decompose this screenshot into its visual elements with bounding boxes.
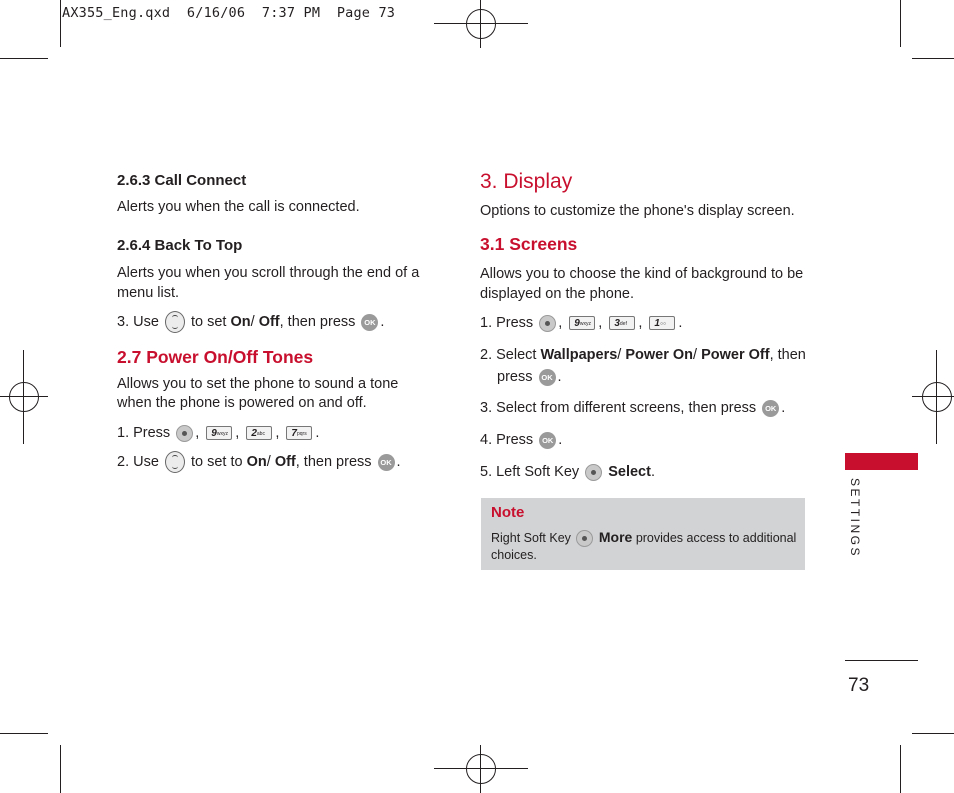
ok-key-icon: OK <box>539 432 556 449</box>
step-end: . <box>380 313 385 330</box>
ok-key-icon: OK <box>361 314 378 331</box>
option-wallpapers: Wallpapers <box>540 347 618 363</box>
option-off: Off <box>258 313 280 330</box>
page-number: 73 <box>848 675 870 696</box>
step-press: press <box>497 369 533 385</box>
comma: , <box>558 315 563 331</box>
crop-mark <box>60 745 61 793</box>
step-suffix: , then <box>769 347 806 363</box>
crop-mark <box>60 0 61 47</box>
section-3-1-body: Allows you to choose the kind of background to be displayed on the phone. <box>480 266 804 302</box>
menu-key-icon <box>176 425 193 442</box>
registration-line <box>936 350 937 444</box>
comma: , <box>275 425 280 441</box>
key-num: 9 <box>574 318 580 330</box>
registration-mark <box>922 382 952 412</box>
option-select: Select <box>608 464 651 480</box>
left-soft-key-icon <box>585 464 602 481</box>
crop-mark <box>900 745 901 793</box>
key-letters: wxyz <box>216 431 228 438</box>
section-2-7-step2 <box>117 451 401 473</box>
key-letters: pqrs <box>296 431 307 438</box>
key-3-icon <box>609 316 635 330</box>
step-suffix: , then press <box>295 453 372 470</box>
crop-mark <box>0 58 48 59</box>
registration-mark <box>9 382 39 412</box>
option-power-off: Power Off <box>701 347 770 363</box>
key-7-icon <box>286 426 312 440</box>
step-end: . <box>557 369 562 385</box>
key-letters: abc <box>256 431 265 438</box>
key-9-icon <box>206 426 232 440</box>
step-end: . <box>315 425 320 441</box>
screens-step5 <box>480 462 655 482</box>
screens-step4 <box>480 430 562 450</box>
ok-key-icon: OK <box>378 454 395 471</box>
screens-step3 <box>480 398 785 418</box>
registration-line <box>434 23 528 24</box>
screens-step1 <box>480 313 682 333</box>
step-end: . <box>650 464 655 480</box>
navigation-key-icon <box>165 451 185 473</box>
right-soft-key-icon <box>576 530 593 547</box>
key-9-icon <box>569 316 595 330</box>
note-suffix: provides access to additional <box>635 531 797 545</box>
ok-key-icon: OK <box>539 369 556 386</box>
crop-mark <box>900 0 901 47</box>
section-3-body: Options to customize the phone's display screen. <box>480 203 795 219</box>
step-end: . <box>678 315 683 331</box>
step-text: 3. Select from different screens, then press <box>480 400 757 416</box>
key-letters: def <box>619 321 627 328</box>
step-prefix: 1. Press <box>117 425 171 441</box>
option-off: Off <box>274 453 296 470</box>
sidebar-label: SETTINGS <box>848 478 862 559</box>
comma: , <box>638 315 643 331</box>
option-more: More <box>598 529 633 545</box>
section-2-7-title: 2.7 Power On/Off Tones <box>117 347 314 367</box>
option-on: On <box>246 453 267 470</box>
section-2-6-4-body: Alerts you when you scroll through the end of a menu list. <box>117 265 420 301</box>
crop-mark <box>0 733 48 734</box>
registration-mark <box>466 9 496 39</box>
screens-step2-cont <box>497 367 562 387</box>
key-num: 2 <box>251 428 257 440</box>
section-2-6-4-step <box>117 311 384 333</box>
note-title: Note <box>491 504 525 521</box>
section-2-7-body: Allows you to set the phone to sound a tone when the phone is powered on and off. <box>117 376 399 411</box>
step-prefix: 2. Select <box>480 347 537 363</box>
slash: / <box>266 453 275 470</box>
key-num: 1 <box>654 318 660 330</box>
registration-line <box>480 745 481 793</box>
section-2-7-step1 <box>117 423 319 443</box>
step-mid: to set <box>190 313 227 330</box>
key-num: 7 <box>291 428 297 440</box>
step-prefix: 1. Press <box>480 315 534 331</box>
ok-key-icon: OK <box>762 400 779 417</box>
key-num: 3 <box>614 318 620 330</box>
step-mid: to set to <box>190 453 243 470</box>
section-2-6-4-title: 2.6.4 Back To Top <box>117 237 243 254</box>
registration-line <box>0 396 48 397</box>
key-letters: wxyz <box>579 321 591 328</box>
section-2-6-3-title: 2.6.3 Call Connect <box>117 172 247 189</box>
navigation-key-icon <box>165 311 185 333</box>
voicemail-icon: ○○ <box>659 321 667 328</box>
step-prefix: 5. Left Soft Key <box>480 464 580 480</box>
section-2-6-3-body: Alerts you when the call is connected. <box>117 199 360 215</box>
step-end: . <box>396 453 401 470</box>
section-3-1-title: 3.1 Screens <box>480 234 578 254</box>
key-1-icon <box>649 316 675 330</box>
comma: , <box>598 315 603 331</box>
crop-mark <box>912 58 954 59</box>
key-2-icon <box>246 426 272 440</box>
note-prefix: Right Soft Key <box>491 531 571 545</box>
section-3-title: 3. Display <box>480 170 573 193</box>
step-prefix: 4. Press <box>480 432 534 448</box>
option-on: On <box>230 313 251 330</box>
print-slug: AX355_Eng.qxd 6/16/06 7:37 PM Page 73 <box>62 5 396 21</box>
step-end: . <box>781 400 786 416</box>
page-number-rule <box>845 660 918 661</box>
key-num: 9 <box>211 428 217 440</box>
step-suffix: , then press <box>279 313 356 330</box>
step-end: . <box>558 432 563 448</box>
screens-step2: 2. Select Wallpapers/ Power On/ Power Off, then <box>480 347 806 363</box>
registration-mark <box>466 754 496 784</box>
comma: , <box>195 425 200 441</box>
note-line1 <box>491 527 796 548</box>
comma: , <box>235 425 240 441</box>
registration-line <box>23 350 24 444</box>
registration-line <box>912 396 954 397</box>
option-power-on: Power On <box>625 347 694 363</box>
step-prefix: 3. Use <box>117 313 159 330</box>
note-line2: choices. <box>491 548 537 562</box>
registration-line <box>480 0 481 48</box>
crop-mark <box>912 733 954 734</box>
registration-line <box>434 768 528 769</box>
step-prefix: 2. Use <box>117 453 159 470</box>
menu-key-icon <box>539 315 556 332</box>
section-tab-marker <box>845 453 918 470</box>
slash: / <box>250 313 259 330</box>
